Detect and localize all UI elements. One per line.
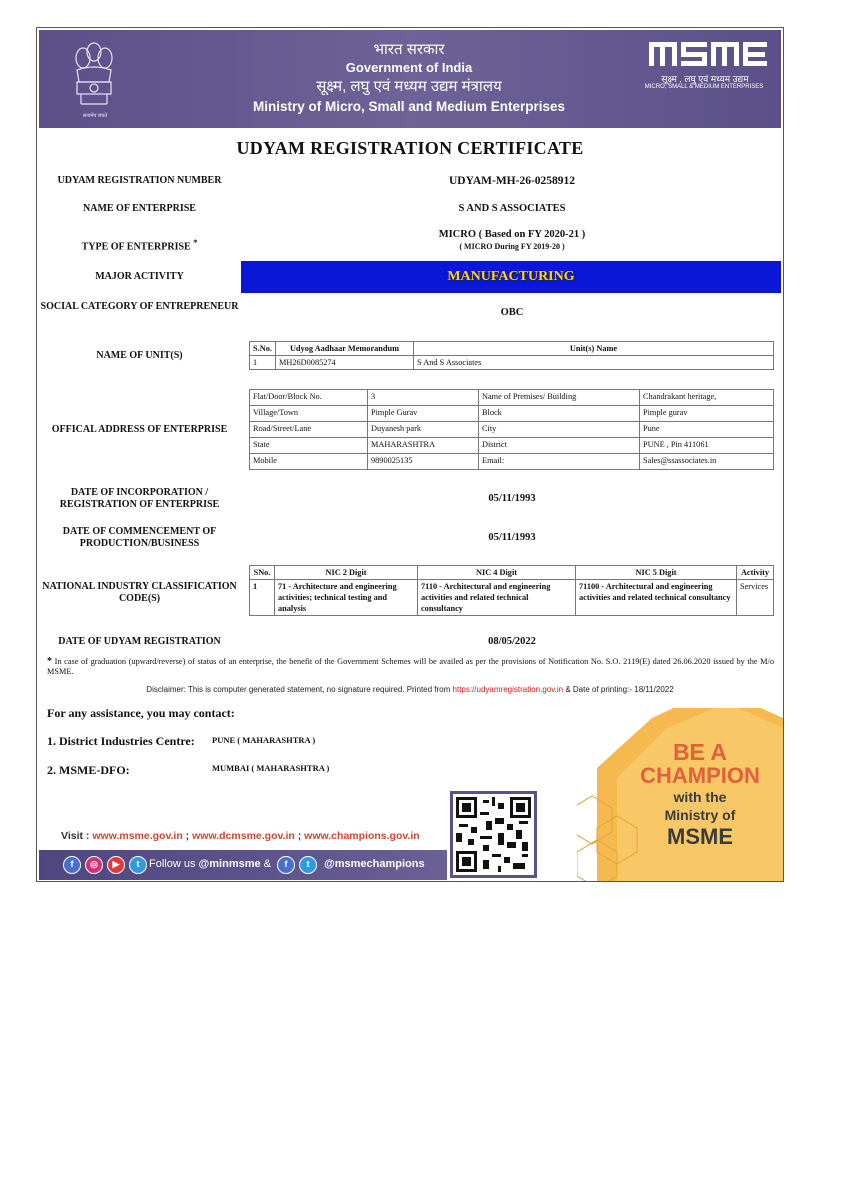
commencement-label: DATE OF COMMENCEMENT OF PRODUCTION/BUSINESS	[62, 526, 217, 549]
address-value: Pune	[640, 422, 774, 438]
national-emblem-icon	[69, 38, 119, 114]
table-row	[250, 580, 774, 616]
activity-value: MANUFACTURING	[241, 261, 781, 293]
address-value: 9890025135	[368, 454, 479, 470]
dic-label: 1. District Industries Centre:	[47, 734, 195, 748]
address-table	[249, 389, 774, 470]
address-value: Pimple Gurav	[368, 406, 479, 422]
units-cell: S And S Associates	[414, 356, 774, 370]
nic-cell: 7110 - Architectural and engineering activities and related technical consultancy	[418, 580, 576, 616]
nic-cell: 71 - Architecture and engineering activities; technical testing and analysis	[275, 580, 418, 616]
type-value-sub: ( MICRO During FY 2019-20 )	[459, 242, 565, 251]
hindi-govt-title: भारत सरकार	[373, 41, 445, 58]
instagram-icon[interactable]: ◎	[85, 856, 103, 874]
table-row	[250, 454, 774, 470]
address-label: OFFICAL ADDRESS OF ENTERPRISE	[51, 424, 228, 435]
address-key: Mobile	[250, 454, 368, 470]
activity-label: MAJOR ACTIVITY	[95, 271, 184, 282]
nic-label: NATIONAL INDUSTRY CLASSIFICATION CODE(S)	[42, 581, 237, 604]
address-key: District	[479, 438, 640, 454]
dcmsme-link[interactable]: www.dcmsme.gov.in	[192, 830, 295, 842]
follow-text: Follow us @minmsme &	[149, 858, 272, 870]
table-row	[250, 438, 774, 454]
address-value: Pimple gurav	[640, 406, 774, 422]
nic-col-activity: Activity	[737, 566, 774, 580]
msme-link[interactable]: www.msme.gov.in	[92, 830, 183, 842]
follow-bar	[39, 850, 447, 880]
qr-code-icon	[450, 791, 537, 878]
units-table	[249, 341, 774, 370]
address-value: Chandrakant heritage,	[640, 390, 774, 406]
type-label: TYPE OF ENTERPRISE *	[81, 238, 198, 253]
champion-line1: BE A	[672, 739, 728, 765]
msme-english: MICRO, SMALL & MEDIUM ENTERPRISES	[644, 84, 764, 90]
address-value: Sales@ssassociates.in	[640, 454, 774, 470]
ministry-title: Ministry of Micro, Small and Medium Enterprises	[252, 99, 566, 114]
disclaimer: Disclaimer: This is computer generated statement, no signature required. Printed from https://udyamregistration.gov.in & Date of printing:- 18/11/2022	[146, 685, 674, 694]
nic-header-row	[250, 566, 774, 580]
address-key: Road/Street/Lane	[250, 422, 368, 438]
units-col-sno: S.No.	[250, 342, 276, 356]
table-row	[250, 406, 774, 422]
address-key: Email:	[479, 454, 640, 470]
enterprise-name-label: NAME OF ENTERPRISE	[83, 203, 196, 214]
dfo-label: 2. MSME-DFO:	[47, 763, 130, 777]
table-row	[250, 390, 774, 406]
twitter-icon[interactable]: t	[299, 856, 317, 874]
reg-number-label: UDYAM REGISTRATION NUMBER	[57, 175, 222, 186]
udyam-link[interactable]: https://udyamregistration.gov.in	[452, 685, 564, 694]
msme-logo-icon	[649, 40, 769, 70]
youtube-icon[interactable]: ▶	[107, 856, 125, 874]
units-label: NAME OF UNIT(S)	[96, 350, 183, 361]
facebook-icon[interactable]: f	[277, 856, 295, 874]
nic-col-sno: SNo.	[250, 566, 275, 580]
commencement-value: 05/11/1993	[488, 532, 536, 543]
enterprise-name-value: S AND S ASSOCIATES	[458, 203, 566, 214]
nic-col-4digit: NIC 4 Digit	[418, 566, 576, 580]
nic-cell: Services	[737, 580, 774, 616]
address-key: Block	[479, 406, 640, 422]
facebook-icon[interactable]: f	[63, 856, 81, 874]
units-col-uam: Udyog Aadhaar Memorandum	[276, 342, 414, 356]
units-header-row	[250, 342, 774, 356]
incorporation-value: 05/11/1993	[488, 493, 536, 504]
visit-links: Visit : www.msme.gov.in ; www.dcmsme.gov.in ; www.champions.gov.in	[61, 830, 420, 842]
units-col-name: Unit(s) Name	[414, 342, 774, 356]
champions-handle: @msmechampions	[324, 858, 425, 870]
udyam-date-value: 08/05/2022	[488, 636, 536, 647]
certificate-title: UDYAM REGISTRATION CERTIFICATE	[236, 138, 584, 158]
certificate	[36, 27, 784, 882]
social-category-label: SOCIAL CATEGORY OF ENTREPRENEUR	[40, 301, 239, 312]
nic-cell: 71100 - Architectural and engineering activities and related technical consultancy	[576, 580, 737, 616]
nic-col-5digit: NIC 5 Digit	[576, 566, 737, 580]
address-value: 3	[368, 390, 479, 406]
hindi-ministry-title: सूक्ष्म, लघु एवं मध्यम उद्यम मंत्रालय	[316, 78, 502, 95]
address-key: Village/Town	[250, 406, 368, 422]
dfo-value: MUMBAI ( MAHARASHTRA )	[212, 763, 330, 773]
address-key: Name of Premises/ Building	[479, 390, 640, 406]
footnote: * In case of graduation (upward/reverse) of status of an enterprise, the benefit of the Government Schemes will be availed as per the provisions of Notification No. S.O. 2119(E) dated 26.06.2020 issued by the M/o MSME.	[47, 656, 774, 676]
address-key: City	[479, 422, 640, 438]
dic-value: PUNE ( MAHARASHTRA )	[212, 735, 316, 745]
banner-text	[209, 40, 609, 117]
champion-line2: CHAMPION	[640, 763, 760, 788]
address-value: PUNE , Pin 411061	[640, 438, 774, 454]
nic-col-2digit: NIC 2 Digit	[275, 566, 418, 580]
udyam-date-label: DATE OF UDYAM REGISTRATION	[58, 636, 221, 647]
nic-table	[249, 565, 774, 616]
champion-line3: with the	[673, 789, 727, 805]
govt-title: Government of India	[345, 60, 473, 75]
address-key: State	[250, 438, 368, 454]
champion-graphic	[625, 740, 775, 850]
champions-link[interactable]: www.champions.gov.in	[304, 830, 420, 842]
incorporation-label: DATE OF INCORPORATION / REGISTRATION OF ENTERPRISE	[59, 487, 220, 510]
assistance-heading: For any assistance, you may contact:	[47, 706, 235, 720]
social-category-value: OBC	[500, 307, 524, 318]
emblem-caption: सत्यमेव जयते	[82, 113, 108, 119]
nic-cell: 1	[250, 580, 275, 616]
address-key: Flat/Door/Block No.	[250, 390, 368, 406]
champion-line4: Ministry of	[664, 807, 736, 823]
type-value: MICRO ( Based on FY 2020-21 )	[438, 229, 586, 240]
msme-hindi: सूक्ष्म , लघु एवं मध्यम उद्यम	[661, 74, 749, 84]
units-cell: 1	[250, 356, 276, 370]
champion-line5: MSME	[667, 824, 733, 849]
header-banner	[39, 30, 781, 128]
units-cell: MH26D0085274	[276, 356, 414, 370]
table-row	[250, 356, 774, 370]
address-value: Duyanesh park	[368, 422, 479, 438]
address-value: MAHARASHTRA	[368, 438, 479, 454]
twitter-icon[interactable]: t	[129, 856, 147, 874]
reg-number-value: UDYAM-MH-26-0258912	[448, 175, 576, 187]
table-row	[250, 422, 774, 438]
